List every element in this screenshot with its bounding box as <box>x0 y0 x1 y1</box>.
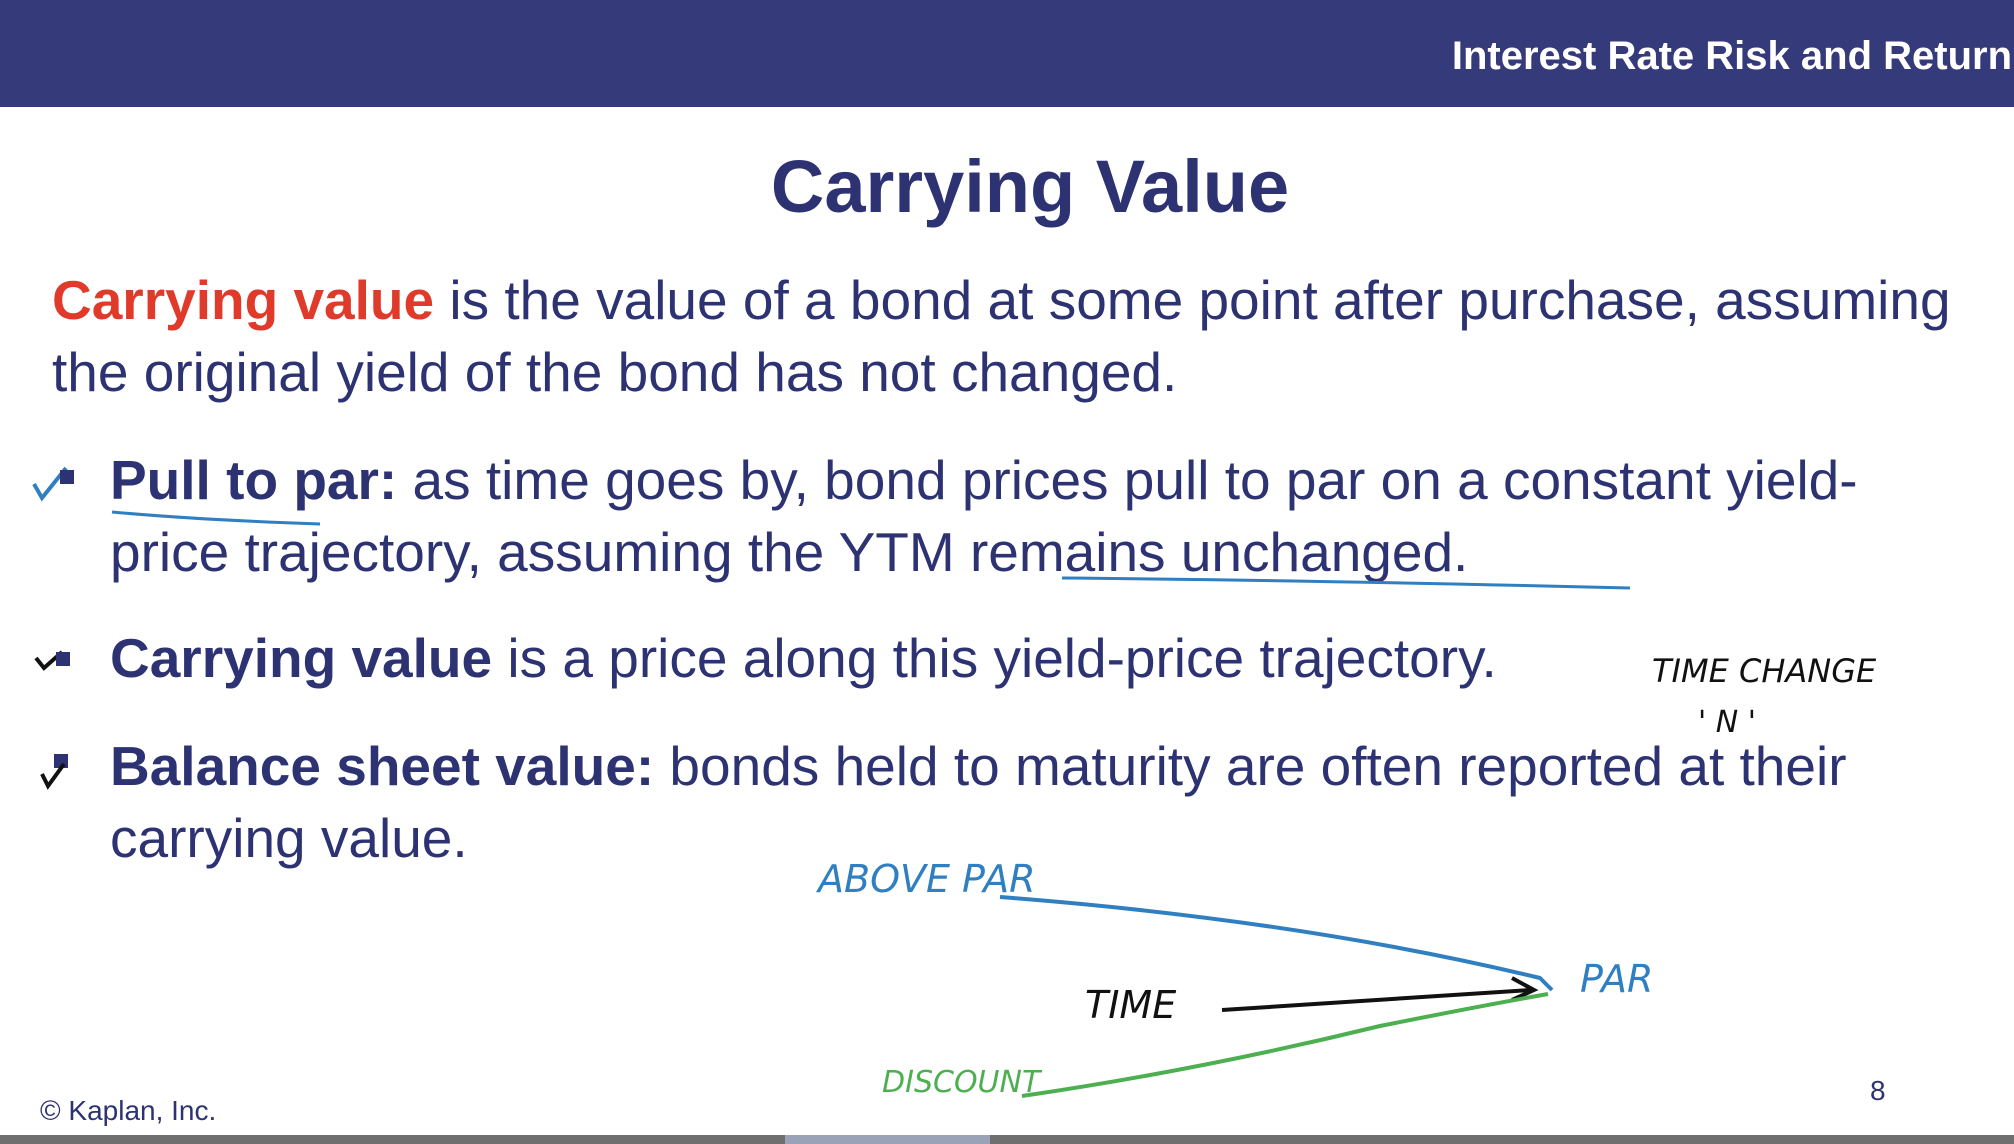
intro-text: is the value of a bond at some point after purchase, assuming the original yield of the bond has not changed. <box>52 269 1951 403</box>
ink-n: ' N ' <box>1698 705 1757 740</box>
intro-term: Carrying value <box>52 269 435 331</box>
ink-time: TIME <box>1085 983 1177 1027</box>
ink-above-par: ABOVE PAR <box>818 857 1036 901</box>
ink-par: PAR <box>1580 957 1654 1001</box>
ink-time-change: TIME CHANGE <box>1652 652 1877 690</box>
copyright: © Kaplan, Inc. <box>40 1095 217 1126</box>
ink-discount: DISCOUNT <box>882 1065 1041 1100</box>
bullet-lead: Pull to par: <box>110 449 398 511</box>
slide-title: Carrying Value <box>770 145 1290 228</box>
bullet-text: as time goes by, bond prices pull to par on a constant yield-price trajectory, assuming the <box>110 449 1858 583</box>
bullet-text: bonds held to maturity are often reported at their carrying value. <box>110 735 1847 869</box>
bullet-text: is a price along this yield-price trajectory. <box>492 627 1497 689</box>
progress-segment <box>785 1135 990 1144</box>
progress-bar[interactable] <box>0 1135 2014 1144</box>
page-number: 8 <box>1870 1075 1886 1106</box>
underline-ytm <box>1062 578 1630 588</box>
underline-pull-to-par <box>112 512 320 524</box>
bullet-lead: Carrying value <box>110 627 493 689</box>
bullet-text-end: . <box>1453 521 1469 583</box>
line-above-par <box>1000 897 1552 990</box>
bullet-highlight: YTM remains unchanged <box>838 521 1454 583</box>
header-title: Interest Rate Risk and Return <box>1451 34 2012 78</box>
bullet-lead: Balance sheet value: <box>110 735 655 797</box>
